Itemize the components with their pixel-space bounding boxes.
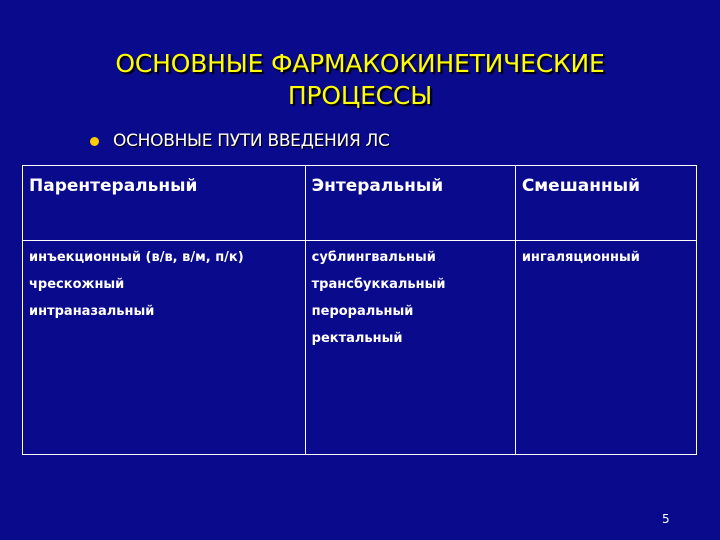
administration-routes-table bbox=[22, 165, 697, 455]
header-enteral: Энтеральный bbox=[305, 166, 515, 241]
list-item: пероральный bbox=[311, 304, 414, 319]
bullet-item bbox=[90, 131, 390, 151]
cell-enteral bbox=[305, 241, 515, 455]
table-header-row bbox=[23, 166, 697, 241]
header-parenteral: Парентеральный bbox=[23, 166, 306, 241]
list-item: инъекционный (в/в, в/м, п/к) bbox=[29, 250, 244, 265]
list-item: ингаляционный bbox=[521, 250, 640, 265]
cell-parenteral bbox=[23, 241, 306, 455]
list-item: чрескожный bbox=[29, 277, 125, 292]
slide-title-line1: ОСНОВНЫЕ ФАРМАКОКИНЕТИЧЕСКИЕ bbox=[115, 49, 605, 78]
list-item: ректальный bbox=[311, 331, 403, 346]
header-mixed: Смешанный bbox=[515, 166, 696, 241]
cell-mixed bbox=[515, 241, 696, 455]
list-item: сублингвальный bbox=[311, 250, 436, 265]
bullet-dot-icon bbox=[90, 137, 99, 146]
slide-title-line2: ПРОЦЕССЫ bbox=[287, 81, 433, 110]
slide-title bbox=[40, 48, 680, 112]
list-item: интраназальный bbox=[29, 304, 155, 319]
table-row bbox=[23, 241, 697, 455]
page-number: 5 bbox=[662, 512, 670, 526]
bullet-text: ОСНОВНЫЕ ПУТИ ВВЕДЕНИЯ ЛС bbox=[113, 131, 390, 151]
list-item: трансбуккальный bbox=[311, 277, 446, 292]
